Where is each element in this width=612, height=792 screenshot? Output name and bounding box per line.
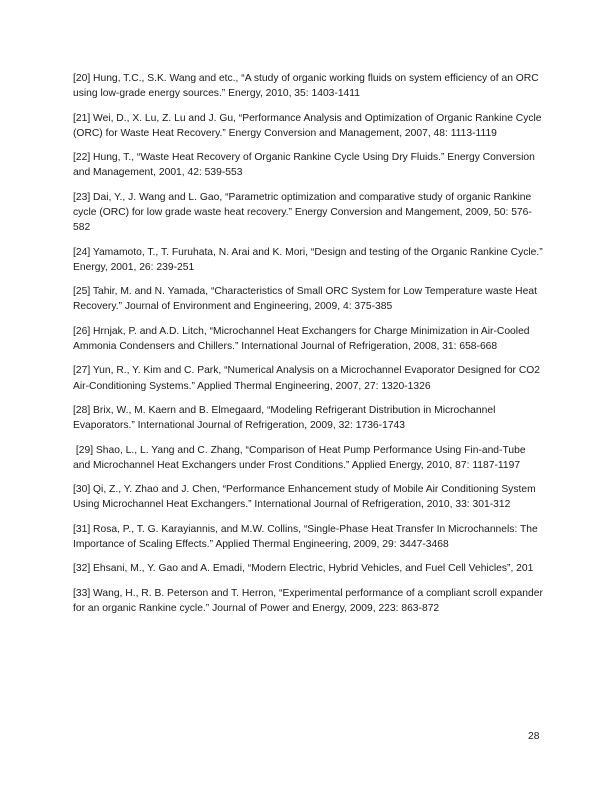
reference-29: [29] Shao, L., L. Yang and C. Zhang, “Comparison of Heat Pump Performance Using Fin-and-Tube and Microchannel Heat Exchangers under Frost Conditions.” Applied Energy, 2010, 87: 1187-1197 (73, 444, 529, 471)
reference-20: [20] Hung, T.C., S.K. Wang and etc., “A study of organic working fluids on system efficiency of an ORC using low-grade energy sources.” Energy, 2010, 35: 1403-1411 (73, 73, 539, 100)
reference-28: [28] Brix, W., M. Kaern and B. Elmegaard, “Modeling Refrigerant Distribution in Microchannel Evaporators.” International Journal of Refrigeration, 2009, 32: 1736-1743 (73, 404, 496, 432)
reference-26: [26] Hrnjak, P. and A.D. Litch, “Microchannel Heat Exchangers for Charge Minimization in Air-Cooled Ammonia Condensers and Chillers.” International Journal of Refrigeration, 2008, 31: 658-668 (73, 325, 530, 352)
page-number: 28 (528, 731, 540, 742)
reference-24: [24] Yamamoto, T., T. Furuhata, N. Arai and K. Mori, “Design and testing of the Organic Rankine Cycle.” Energy, 2001, 26: 239-251 (73, 246, 543, 273)
reference-31: [31] Rosa, P., T. G. Karayiannis, and M.W. Collins, “Single-Phase Heat Transfer In Microchannels: The Importance of Scaling Effects.” Applied Thermal Engineering, 2009, 29: 3447-3468 (73, 523, 538, 550)
reference-32: [32] Ehsani, M., Y. Gao and A. Emadi, “Modern Electric, Hybrid Vehicles, and Fuel Cell Vehicles”, 201 (73, 563, 534, 575)
reference-25: [25] Tahir, M. and N. Yamada, “Characteristics of Small ORC System for Low Temperature waste Heat Recovery.” Journal of Environment and Engineering, 2009, 4: 375-385 (73, 286, 537, 313)
reference-22: [22] Hung, T., “Waste Heat Recovery of Organic Rankine Cycle Using Dry Fluids.” Energy Conversion and Management, 2001, 42: 539-553 (73, 152, 535, 179)
reference-list (73, 71, 543, 625)
reference-23: [23] Dai, Y., J. Wang and L. Gao, “Parametric optimization and comparative study of organic Rankine cycle (ORC) for low grade waste heat recovery.” Energy Conversion and Mangement, 2009, 50: 576-582 (73, 191, 532, 234)
reference-27: [27] Yun, R., Y. Kim and C. Park, “Numerical Analysis on a Microchannel Evaporator Designed for CO2 Air-Conditioning Systems.” Applied Thermal Engineering, 2007, 27: 1320-1326 (73, 365, 541, 392)
reference-33: [33] Wang, H., R. B. Peterson and T. Herron, “Experimental performance of a compliant scroll expander for an organic Rankine cycle.” Journal of Power and Energy, 2009, 223: 863-872 (73, 587, 543, 614)
reference-21: [21] Wei, D., X. Lu, Z. Lu and J. Gu, “Performance Analysis and Optimization of Organic Rankine Cycle (ORC) for Waste Heat Recovery.” Energy Conversion and Management, 2007, 48: 1113-1119 (73, 112, 542, 139)
reference-30: [30] Qi, Z., Y. Zhao and J. Chen, “Performance Enhancement study of Mobile Air Conditioning System Using Microchannel Heat Exchangers.” International Journal of Refrigeration, 2010, 33: 301-312 (73, 484, 536, 511)
